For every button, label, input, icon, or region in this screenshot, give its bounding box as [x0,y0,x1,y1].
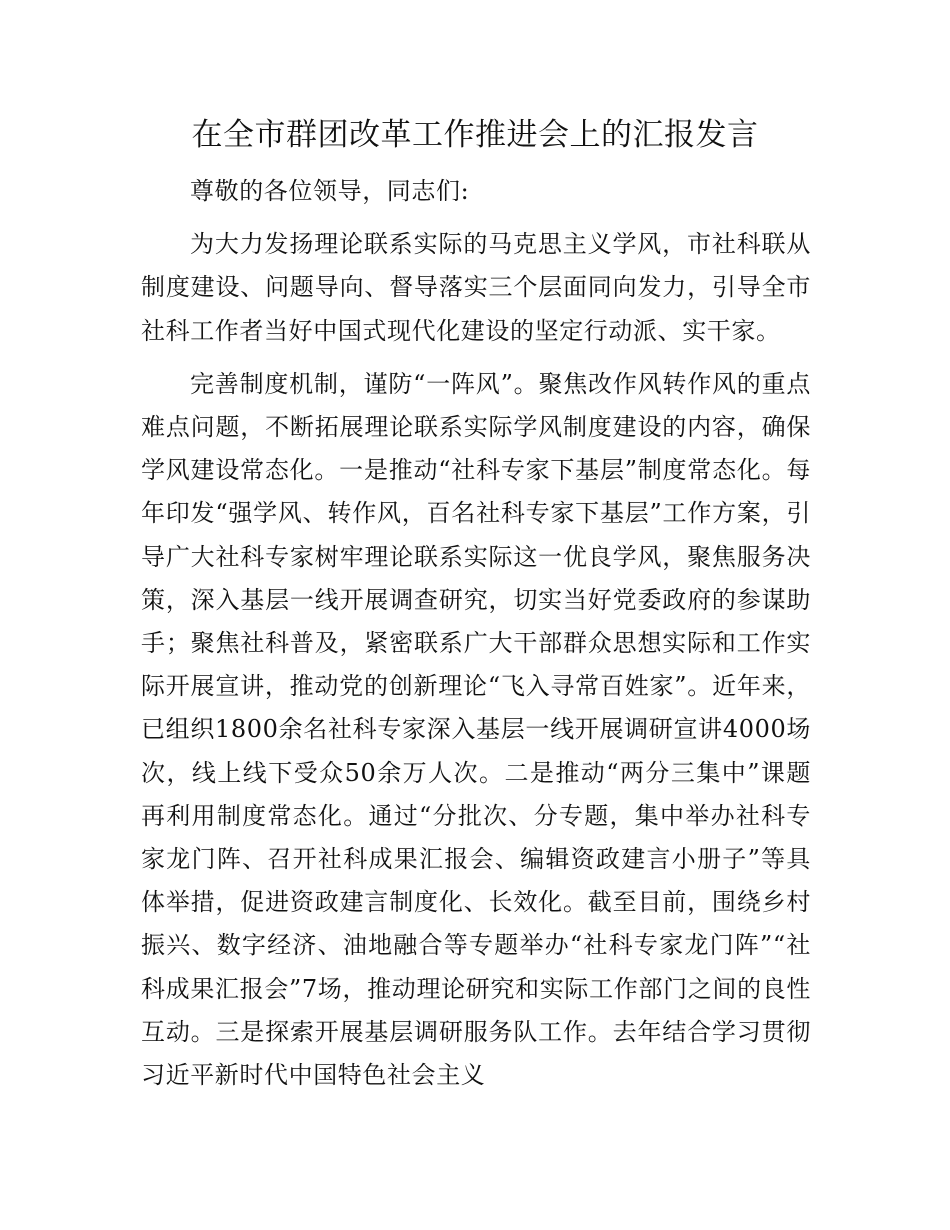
paragraph-intro: 为大力发扬理论联系实际的马克思主义学风，市社科联从制度建设、问题导向、督导落实三个层面同向发力，引导全市社科工作者当好中国式现代化建设的坚定行动派、实干家。 [141,230,811,345]
paragraph-institution: 完善制度机制，谨防“一阵风”。聚焦改作风转作风的重点难点问题，不断拓展理论联系实际学风制度建设的内容，确保学风建设常态化。一是推动“社科专家下基层”制度常态化。每年印发“强学风、转作风，百名社科专家下基层”工作方案，引导广大社科专家树牢理论联系实际这一优良学风，聚焦服务决策，深入基层一线开展调查研究，切实当好党委政府的参谋助手；聚焦社科普及，紧密联系广大干部群众思想实际和工作实际开展宣讲，推动党的创新理论“飞入寻常百姓家”。近年来，已组织1800余名社科专家深入基层一线开展调研宣讲4000场次，线上线下受众50余万人次。二是推动“两分三集中”课题再利用制度常态化。通过“分批次、分专题，集中举办社科专家龙门阵、召开社科成果汇报会、编辑资政建言小册子”等具体举措，促进资政建言制度化、长效化。截至目前，围绕乡村振兴、数字经济、油地融合等专题举办“社科专家龙门阵”“社科成果汇报会”7场，推动理论研究和实际工作部门之间的良性互动。三是探索开展基层调研服务队工作。去年结合学习贯彻习近平新时代中国特色社会主义 [141,369,811,1090]
salutation: 尊敬的各位领导，同志们: [190,177,470,205]
document-body [141,170,811,1107]
document-title: 在全市群团改革工作推进会上的汇报发言 [191,117,759,153]
